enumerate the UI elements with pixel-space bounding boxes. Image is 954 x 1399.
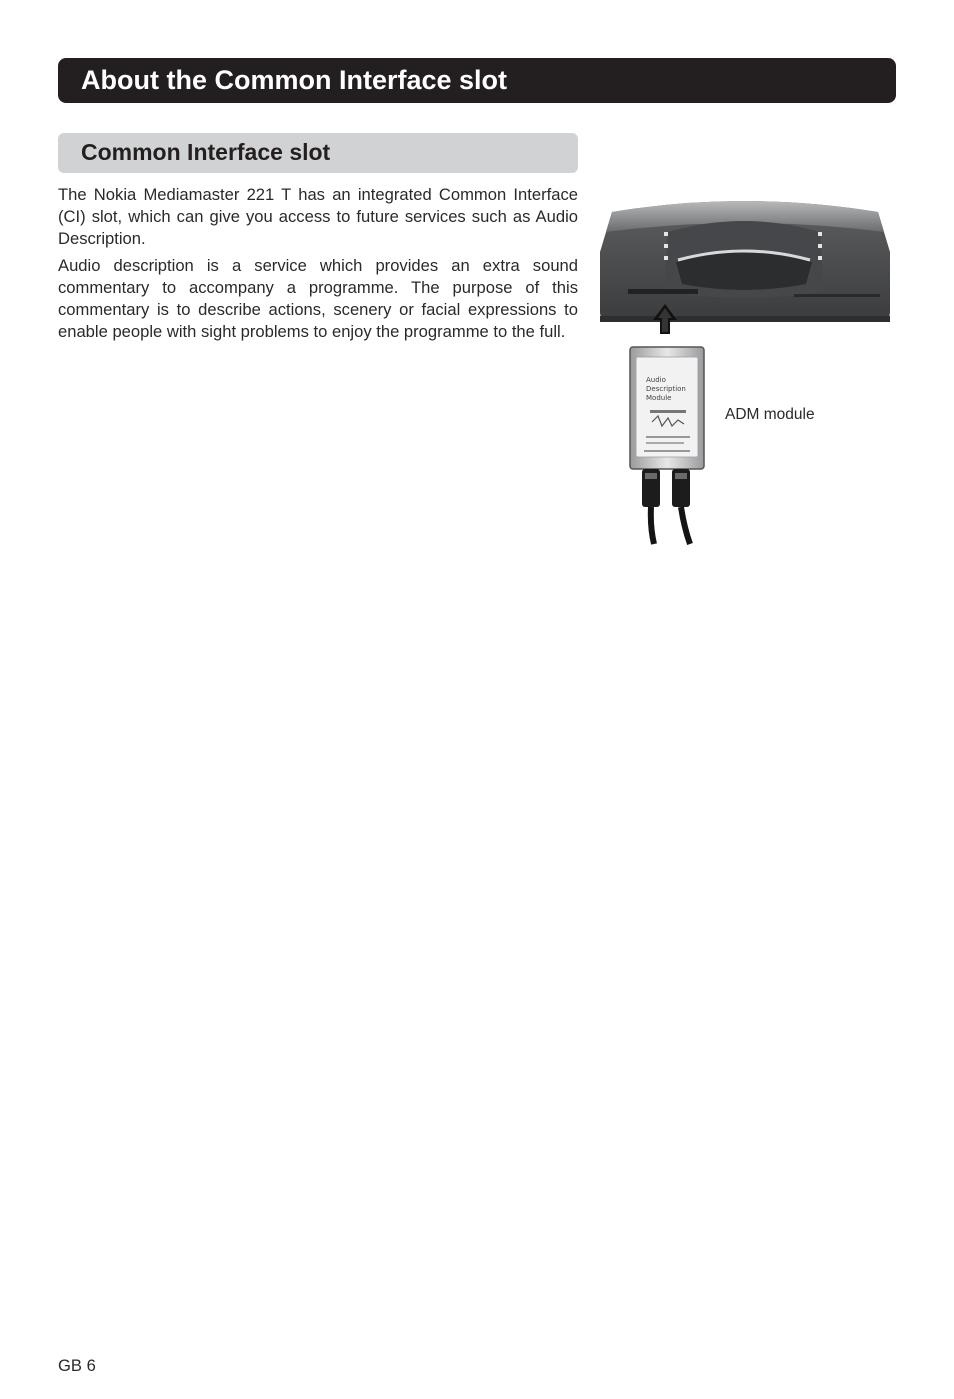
card-label-line-2: Description: [646, 385, 686, 393]
led-icon: [664, 232, 668, 236]
led-icon: [818, 244, 822, 248]
chapter-title-bar: [58, 58, 896, 103]
figure-caption: ADM module: [725, 406, 815, 423]
led-icon: [818, 232, 822, 236]
receiver-illustration-svg: [598, 192, 892, 548]
adm-module-card: [630, 347, 704, 469]
card-label-line-3: Module: [646, 394, 672, 402]
paragraph-intro: The Nokia Mediamaster 221 T has an integrated Common Interface (CI) slot, which can give you access to future services such as Audio Description.: [58, 185, 578, 249]
receiver-and-module-illustration: [598, 192, 892, 548]
ci-slot: [628, 289, 698, 294]
led-icon: [818, 256, 822, 260]
section-heading: Common Interface slot: [81, 139, 331, 165]
paragraph-audio-description: Audio description is a service which provides an extra sound commentary to accompany a programme. The purpose of this commentary is to describe actions, scenery or facial expressions to enable people with sight problems to enjoy the programme to the full.: [58, 255, 578, 342]
section-heading-bar: [58, 133, 578, 173]
set-top-box: [600, 201, 890, 322]
page-number: GB 6: [58, 1356, 96, 1375]
led-icon: [664, 244, 668, 248]
section-body: [58, 184, 578, 347]
led-icon: [664, 256, 668, 260]
card-label-line-1: Audio: [646, 376, 666, 384]
module-cables: [642, 469, 690, 544]
chapter-title: About the Common Interface slot: [81, 65, 508, 95]
